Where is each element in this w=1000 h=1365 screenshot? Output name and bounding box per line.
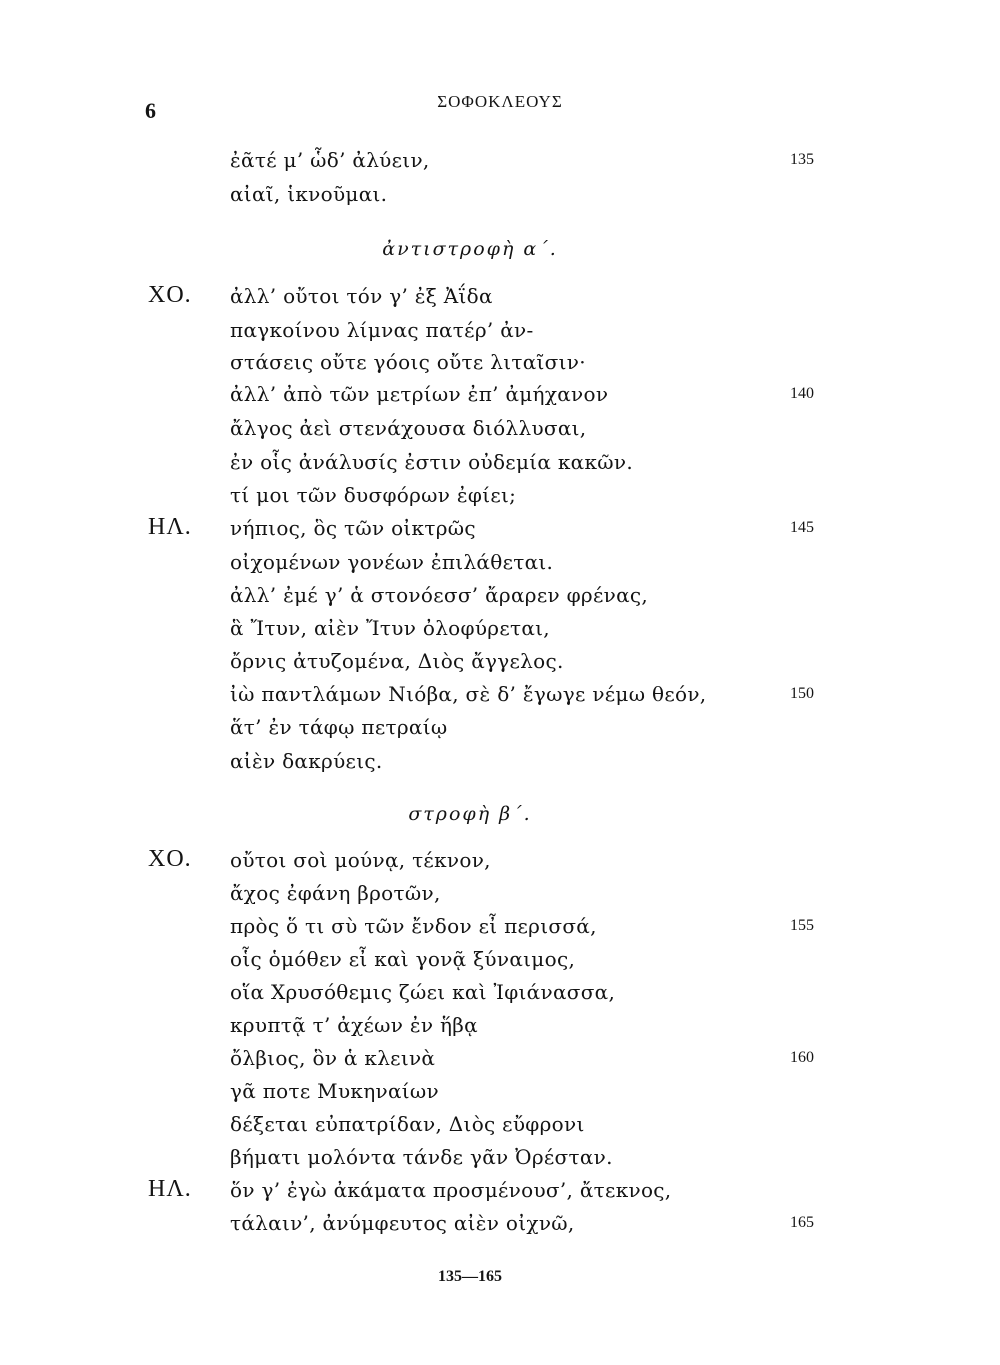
verse-line <box>0 146 1000 180</box>
verse-line <box>0 945 1000 979</box>
verse-text: οἵα Χρυσόθεμις ζώει καὶ Ἰφιάνασσα, <box>230 980 616 1004</box>
verse-line <box>0 647 1000 681</box>
verse-line <box>0 846 1000 880</box>
verse-text: νήπιος, ὃς τῶν οἰκτρῶς <box>230 516 476 540</box>
verse-text: τί μοι τῶν δυσφόρων ἐφίει; <box>230 483 517 507</box>
verse-text: ἄχος ἐφάνη βροτῶν, <box>230 881 441 905</box>
verse-line <box>0 514 1000 548</box>
line-number: 155 <box>790 917 814 934</box>
verse-text: ἐν οἷς ἀνάλυσίς ἐστιν οὐδεμία κακῶν. <box>230 450 633 474</box>
verse-text: οὔτοι σοὶ μούνᾳ, τέκνον, <box>230 848 491 872</box>
verse-text: τάλαιν’, ἀνύμφευτος αἰὲν οἰχνῶ, <box>230 1211 575 1235</box>
verse-line <box>0 1077 1000 1111</box>
line-number: 140 <box>790 385 814 402</box>
verse-line <box>0 713 1000 747</box>
verse-text: ἀλλ’ ἐμέ γ’ ἁ στονόεσσ’ ἄραρεν φρένας, <box>230 583 649 607</box>
footer-line-range: 135—165 <box>438 1268 502 1285</box>
verse-line <box>0 747 1000 781</box>
verse-line <box>0 1011 1000 1045</box>
verse-text: ἃ Ἴτυν, αἰὲν Ἴτυν ὀλοφύρεται, <box>230 616 550 640</box>
speaker-label: ΗΛ. <box>148 1176 192 1202</box>
verse-line <box>0 614 1000 648</box>
verse-text: ἅτ’ ἐν τάφῳ πετραίῳ <box>230 715 448 739</box>
verse-text: πρὸς ὅ τι σὺ τῶν ἔνδον εἶ περισσά, <box>230 914 597 938</box>
verse-line <box>0 180 1000 214</box>
verse-text: ὅν γ’ ἐγὼ ἀκάματα προσμένουσ’, ἄτεκνος, <box>230 1178 672 1202</box>
verse-line <box>0 1143 1000 1177</box>
verse-line <box>0 1110 1000 1144</box>
speaker-label: ΧΟ. <box>148 846 192 872</box>
section-heading-antistrophe: ἀντιστροφὴ α΄. <box>382 238 558 260</box>
verse-text: στάσεις οὔτε γόοις οὔτε λιταῖσιν· <box>230 350 586 374</box>
verse-line <box>0 548 1000 582</box>
verse-text: δέξεται εὐπατρίδαν, Διὸς εὔφρονι <box>230 1112 585 1136</box>
verse-line <box>0 414 1000 448</box>
verse-text: οἷς ὁμόθεν εἶ καὶ γονᾷ ξύναιμος, <box>230 947 576 971</box>
verse-line <box>0 1176 1000 1210</box>
verse-line <box>0 481 1000 515</box>
verse-text: ἐᾶτέ μ’ ὧδ’ ἀλύειν, <box>230 148 430 172</box>
line-number: 135 <box>790 151 814 168</box>
verse-text: ἀλλ’ οὔτοι τόν γ’ ἐξ Ἀΐδα <box>230 284 493 308</box>
verse-line <box>0 912 1000 946</box>
line-number: 160 <box>790 1049 814 1066</box>
verse-line <box>0 1044 1000 1078</box>
verse-line <box>0 680 1000 714</box>
section-heading-strophe: στροφὴ β΄. <box>408 803 532 825</box>
verse-text: αἰὲν δακρύεις. <box>230 749 383 773</box>
verse-text: ὄλβιος, ὃν ἁ κλεινὰ <box>230 1046 436 1070</box>
verse-text: ἰὼ παντλάμων Νιόβα, σὲ δ’ ἔγωγε νέμω θεόν, <box>230 682 707 706</box>
verse-text: οἰχομένων γονέων ἐπιλάθεται. <box>230 550 554 574</box>
verse-text: γᾶ ποτε Μυκηναίων <box>230 1079 439 1103</box>
verse-text: βήματι μολόντα τάνδε γᾶν Ὀρέσταν. <box>230 1145 613 1169</box>
verse-text: ἀλλ’ ἀπὸ τῶν μετρίων ἐπ’ ἀμήχανον <box>230 382 609 406</box>
line-number: 165 <box>790 1214 814 1231</box>
verse-text: παγκοίνου λίμνας πατέρ’ ἀν- <box>230 318 534 342</box>
verse-line <box>0 282 1000 316</box>
speaker-label: ΗΛ. <box>148 514 192 540</box>
verse-line <box>0 316 1000 350</box>
verse-line <box>0 879 1000 913</box>
verse-line <box>0 348 1000 382</box>
page-number: 6 <box>145 98 156 123</box>
speaker-label: ΧΟ. <box>148 282 192 308</box>
line-number: 145 <box>790 519 814 536</box>
running-head: ΣΟΦΟΚΛΕΟΥΣ <box>437 92 563 111</box>
verse-text: ἄλγος ἀεὶ στενάχουσα διόλλυσαι, <box>230 416 587 440</box>
verse-line <box>0 581 1000 615</box>
verse-text: ὄρνις ἀτυζομένα, Διὸς ἄγγελος. <box>230 649 564 673</box>
verse-text: κρυπτᾷ τ’ ἀχέων ἐν ἥβᾳ <box>230 1013 478 1037</box>
verse-text: αἰαῖ, ἱκνοῦμαι. <box>230 182 388 206</box>
verse-line <box>0 978 1000 1012</box>
verse-line <box>0 380 1000 414</box>
verse-line <box>0 448 1000 482</box>
line-number: 150 <box>790 685 814 702</box>
verse-line <box>0 1209 1000 1243</box>
